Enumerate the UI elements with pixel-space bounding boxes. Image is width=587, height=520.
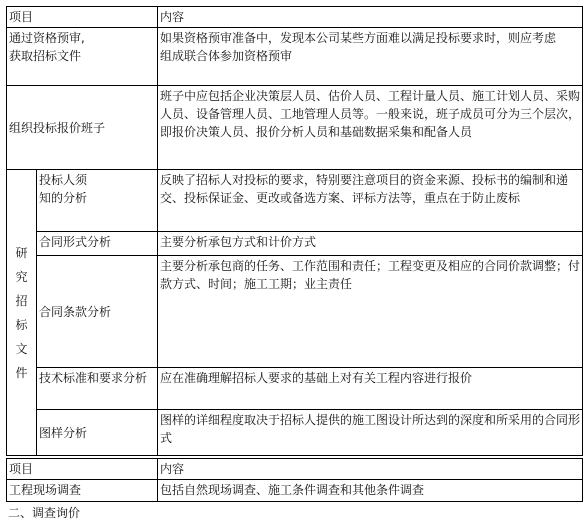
group-label-char: 文	[15, 341, 28, 356]
bid-preparation-table	[6, 6, 583, 456]
subrow-item-cell: 投标人须 知的分析	[37, 170, 158, 232]
table-row	[7, 28, 583, 86]
group-label-char: 标	[15, 317, 28, 332]
subrow-content-cell: 反映了招标人对投标的要求，特别要注意项目的资金来源、投标书的编制和递交、投标保证金、更改或备选方案、评标方法等，重点在于防止废标	[158, 170, 583, 232]
group-label-cell	[7, 170, 37, 456]
row-content-cell: 如果资格预审准备中，发现本公司某些方面难以满足投标要求时，则应考虑 组成联合体参加资格预审	[158, 28, 583, 86]
row-content-cell: 包括自然现场调查、施工条件调查和其他条件调查	[158, 480, 583, 502]
subrow-content-cell: 主要分析承包方式和计价方式	[158, 232, 583, 256]
subrow-content-cell: 应在准确理解招标人要求的基础上对有关工程内容进行报价	[158, 368, 583, 410]
subrow-content-cell: 主要分析承包商的任务、工作范围和责任；工程变更及相应的合同价款调整；付款方式、时间；施工工期；业主责任	[158, 256, 583, 368]
subrow-content-cell: 图样的详细程度取决于招标人提供的施工图设计所达到的深度和所采用的合同形式	[158, 410, 583, 456]
subrow-item-cell: 图样分析	[37, 410, 158, 456]
group-label-char: 究	[15, 269, 28, 284]
table-row	[7, 368, 583, 410]
group-label-char: 研	[15, 245, 28, 260]
subrow-item-cell: 合同形式分析	[37, 232, 158, 256]
group-label-char: 件	[15, 365, 28, 380]
header-cell-item: 项目	[7, 459, 158, 480]
table-header-row	[7, 7, 583, 28]
row-item-cell: 通过资格预审, 获取招标文件	[7, 28, 158, 86]
subrow-item-cell: 合同条款分析	[37, 256, 158, 368]
row-content-cell: 班子中应包括企业决策层人员、估价人员、工程计量人员、施工计划人员、采购人员、设备管理人员、工地管理人员等。一般来说，班子成员可分为三个层次，即报价决策人员、报价分析人员和基础数据采集和配备人员	[158, 86, 583, 170]
table-row	[7, 86, 583, 170]
table-row	[7, 170, 583, 232]
header-cell-content: 内容	[158, 7, 583, 28]
header-cell-content: 内容	[158, 459, 583, 480]
row-item-cell: 组织投标报价班子	[7, 86, 158, 170]
table-row	[7, 410, 583, 456]
row-item-cell: 工程现场调查	[7, 480, 158, 502]
header-cell-item: 项目	[7, 7, 158, 28]
table-header-row	[7, 459, 583, 480]
subrow-item-cell: 技术标准和要求分析	[37, 368, 158, 410]
group-label-char: 招	[15, 293, 28, 308]
table-row	[7, 480, 583, 502]
table-row	[7, 232, 583, 256]
section-heading-fragment: 二、调查询价	[8, 506, 81, 520]
site-survey-table	[6, 458, 583, 502]
table-row	[7, 256, 583, 368]
